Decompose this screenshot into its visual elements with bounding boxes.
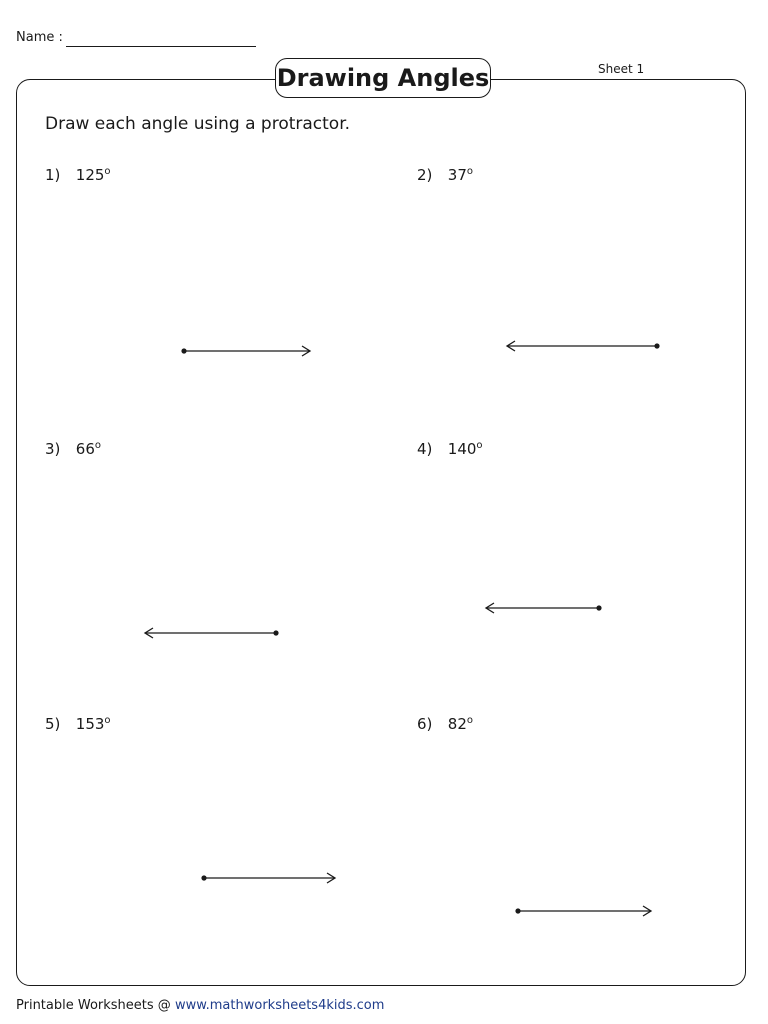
- problem-angle: 125: [75, 166, 105, 184]
- degree-symbol: o: [104, 166, 111, 177]
- footer: [16, 998, 384, 1013]
- ray-2: [507, 341, 660, 351]
- footer-prefix: Printable Worksheets @: [16, 998, 175, 1013]
- ray-3: [145, 628, 279, 638]
- problem-number: 1): [45, 166, 61, 184]
- ray-1: [181, 346, 310, 356]
- degree-symbol: o: [94, 440, 101, 451]
- vertex-point: [181, 348, 186, 353]
- ray-5: [201, 873, 335, 883]
- vertex-point: [654, 343, 659, 348]
- degree-symbol: o: [104, 715, 111, 726]
- vertex-point: [201, 875, 206, 880]
- footer-site-link[interactable]: www.mathworksheets4kids.com: [174, 998, 385, 1013]
- problem-angle: 37: [447, 166, 467, 184]
- problem-number: 3): [45, 440, 61, 458]
- degree-symbol: o: [476, 440, 483, 451]
- degree-symbol: o: [466, 715, 473, 726]
- vertex-point: [596, 605, 601, 610]
- name-label: Name :: [16, 30, 63, 45]
- degree-symbol: o: [466, 166, 473, 177]
- problem-angle: 66: [75, 440, 95, 458]
- problem-number: 5): [45, 715, 61, 733]
- problem-number: 4): [417, 440, 433, 458]
- problem-angle: 140: [447, 440, 477, 458]
- instruction-text: Draw each angle using a protractor.: [45, 114, 351, 134]
- page-title: Drawing Angles: [275, 58, 491, 98]
- problem-number: 2): [417, 166, 433, 184]
- vertex-point: [515, 908, 520, 913]
- problem-angle: 153: [75, 715, 105, 733]
- vertex-point: [273, 630, 278, 635]
- sheet-label: Sheet 1: [598, 62, 645, 76]
- ray-6: [515, 906, 651, 916]
- problem-number: 6): [417, 715, 433, 733]
- problem-angle: 82: [447, 715, 467, 733]
- ray-4: [486, 603, 602, 613]
